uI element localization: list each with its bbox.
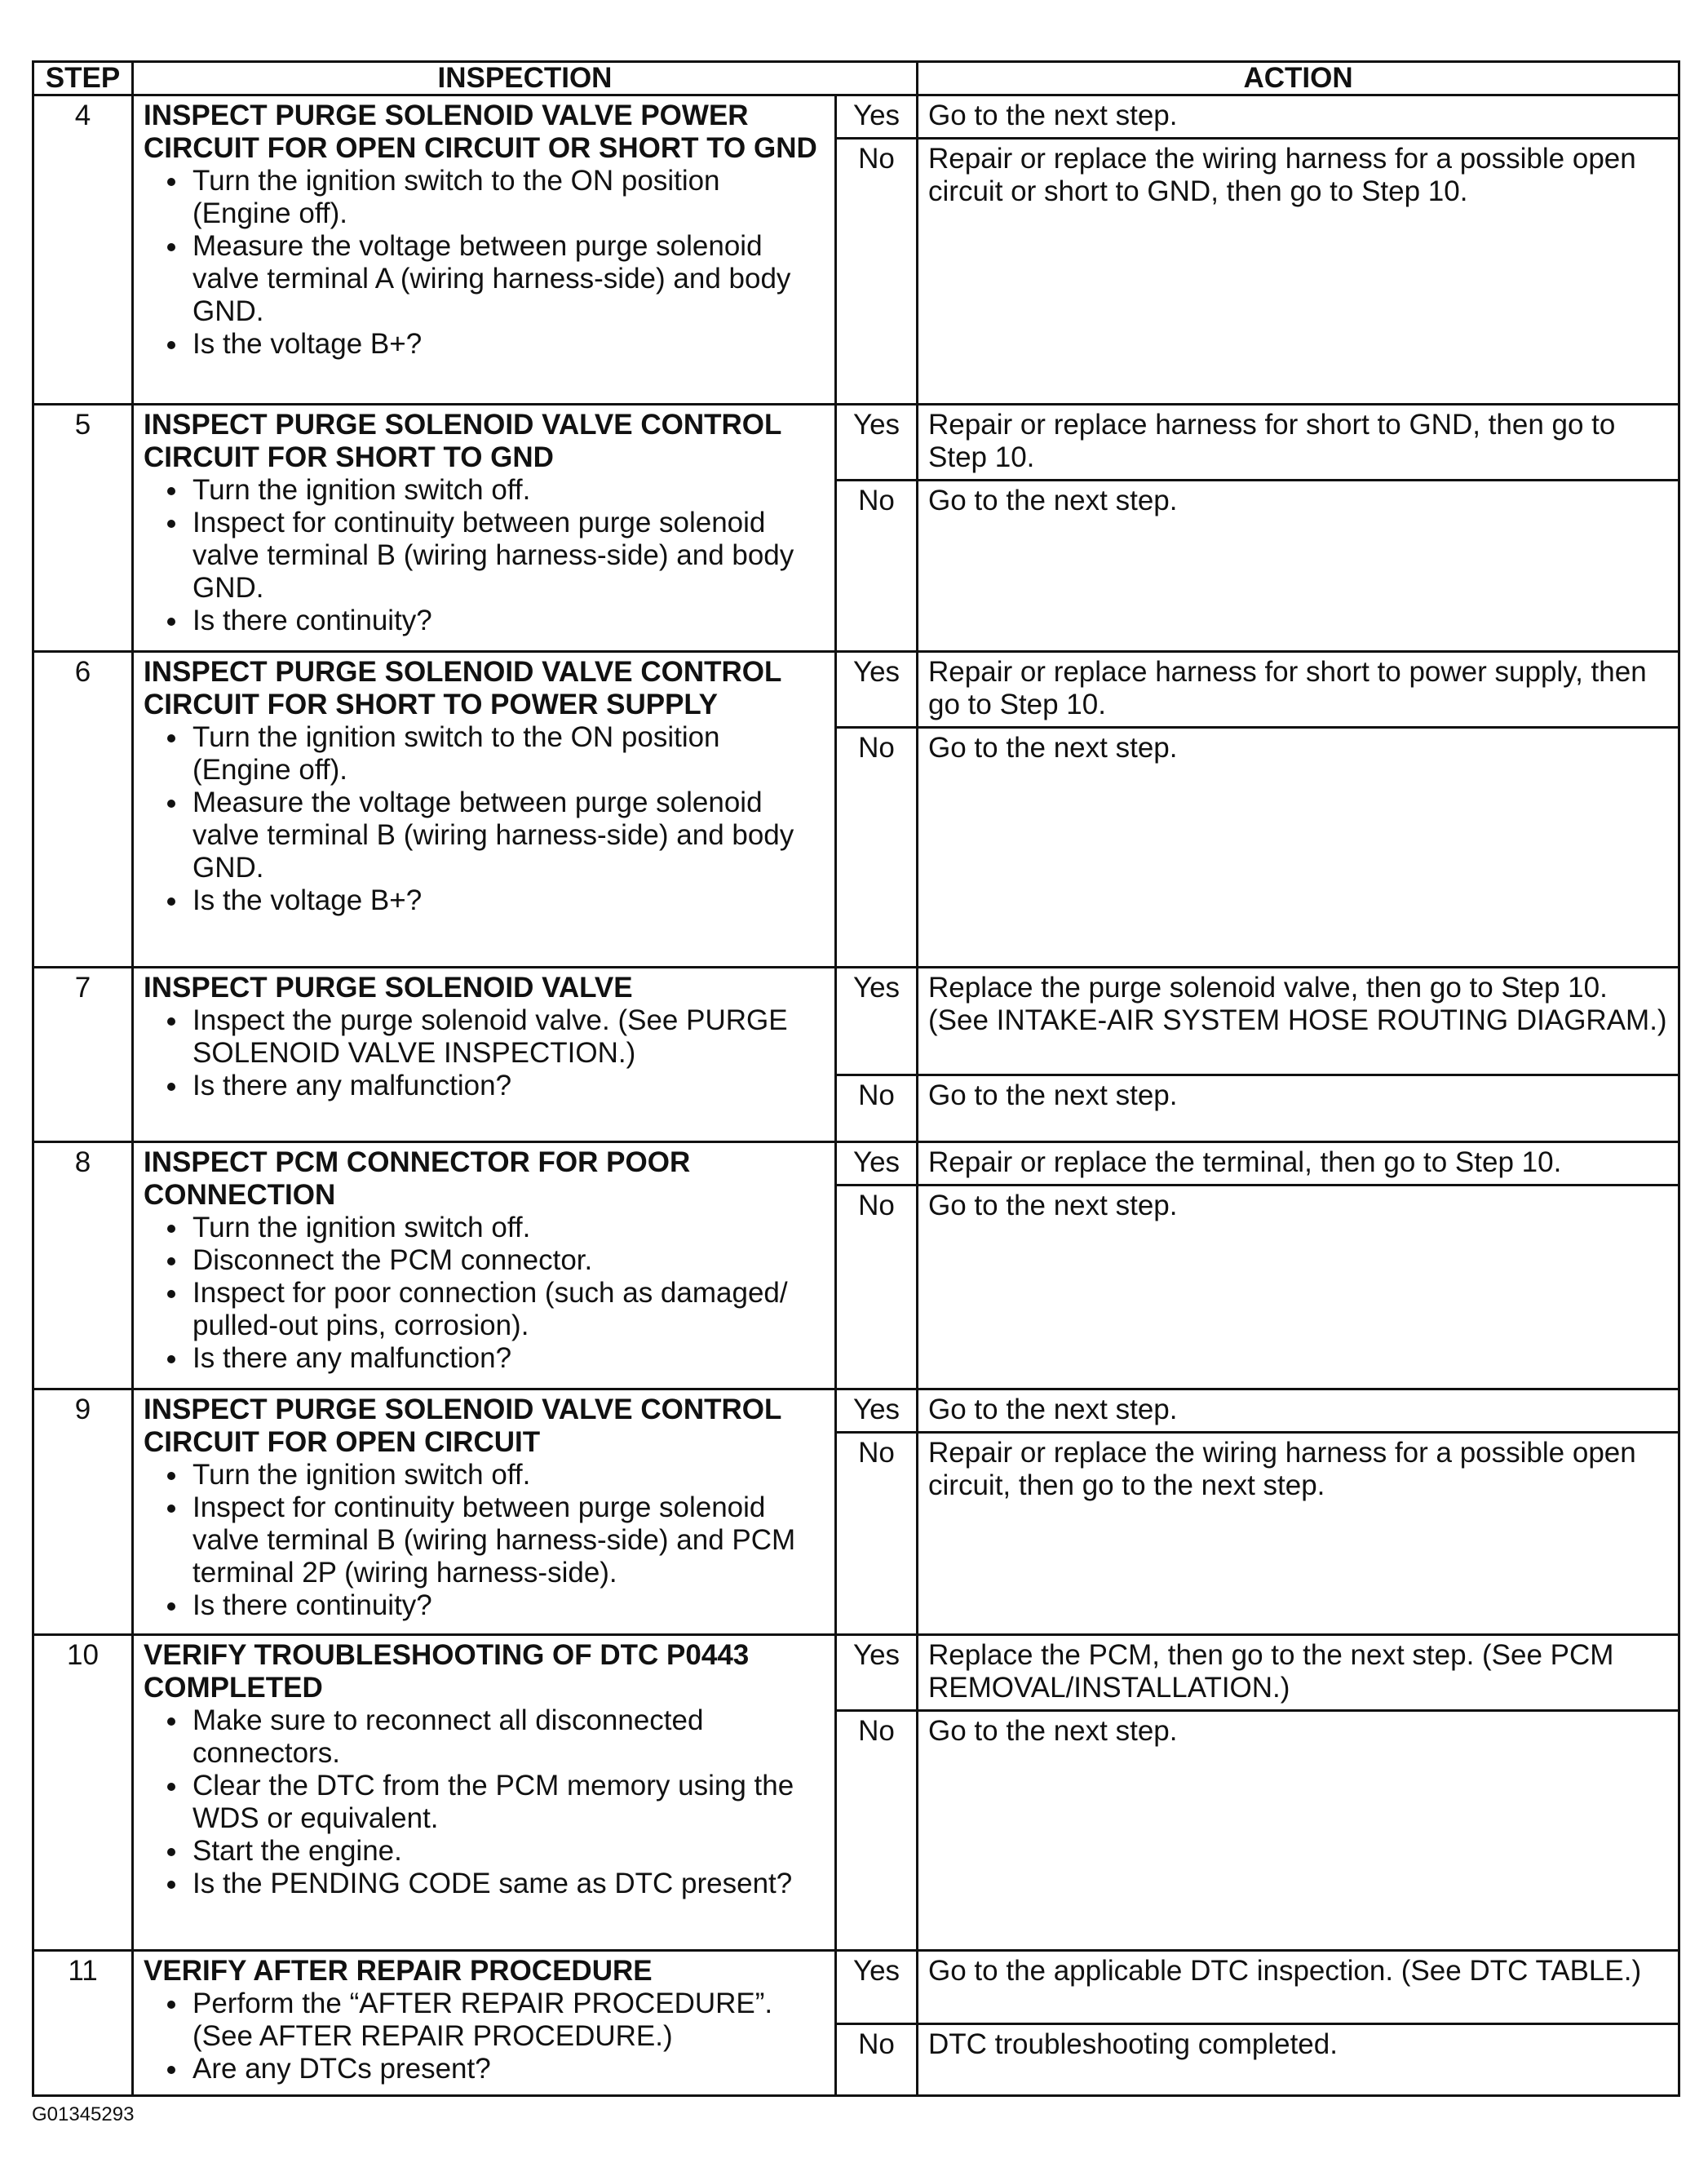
inspection-bullets [144, 165, 825, 361]
no-label: No [836, 139, 918, 405]
inspection-bullet: • Clear the DTC from the PCM memory using the WDS or equivalent. [189, 1770, 825, 1835]
inspection-title: VERIFY AFTER REPAIR PROCEDURE [144, 1955, 653, 1987]
no-action: Repair or replace the wiring harness for a possible open circuit, then go to the next step. [918, 1433, 1679, 1635]
step-number: 10 [33, 1635, 133, 1951]
no-action: Repair or replace the wiring harness for a possible open circuit or short to GND, then go to Step 10. [918, 139, 1679, 405]
step-number: 8 [33, 1142, 133, 1389]
inspection-bullet: • Start the engine. [189, 1835, 825, 1868]
inspection-bullets [144, 721, 825, 917]
inspection-bullet: • Is the PENDING CODE same as DTC present? [189, 1868, 825, 1900]
yes-action: Go to the next step. [918, 1389, 1679, 1433]
yes-label: Yes [836, 652, 918, 728]
table-row [33, 405, 1679, 481]
yes-label: Yes [836, 1142, 918, 1185]
inspection-cell [133, 1951, 836, 2096]
inspection-bullet: • Is there continuity? [189, 605, 825, 637]
inspection-bullets [144, 1704, 825, 1900]
table-row [33, 1389, 1679, 1433]
dtc-inspection-table [32, 60, 1680, 2097]
no-action: Go to the next step. [918, 1075, 1679, 1142]
inspection-bullet: • Is the voltage B+? [189, 884, 825, 917]
step-number: 6 [33, 652, 133, 968]
step-number: 4 [33, 95, 133, 405]
inspection-bullet: • Measure the voltage between purge solenoid valve terminal A (wiring harness-side) and body GND. [189, 230, 825, 328]
inspection-title: INSPECT PURGE SOLENOID VALVE [144, 972, 633, 1004]
inspection-title: INSPECT PURGE SOLENOID VALVE CONTROL CIRCUIT FOR SHORT TO POWER SUPPLY [144, 656, 781, 720]
step-number: 5 [33, 405, 133, 652]
inspection-cell [133, 1389, 836, 1635]
yes-label: Yes [836, 1951, 918, 2024]
inspection-bullet: • Inspect the purge solenoid valve. (See PURGE SOLENOID VALVE INSPECTION.) [189, 1004, 825, 1070]
table-header-row [33, 62, 1679, 95]
inspection-bullets [144, 474, 825, 637]
no-action: DTC troubleshooting completed. [918, 2024, 1679, 2096]
yes-action: Repair or replace harness for short to power supply, then go to Step 10. [918, 652, 1679, 728]
table-row [33, 968, 1679, 1075]
no-label: No [836, 728, 918, 968]
inspection-title: INSPECT PURGE SOLENOID VALVE CONTROL CIRCUIT FOR OPEN CIRCUIT [144, 1394, 781, 1458]
step-number: 7 [33, 968, 133, 1142]
inspection-bullet: • Turn the ignition switch to the ON position (Engine off). [189, 165, 825, 230]
inspection-cell [133, 968, 836, 1142]
inspection-bullet: • Measure the voltage between purge solenoid valve terminal B (wiring harness-side) and body GND. [189, 787, 825, 884]
inspection-bullets [144, 1212, 825, 1375]
yes-action: Go to the applicable DTC inspection. (See DTC TABLE.) [918, 1951, 1679, 2024]
inspection-bullets [144, 1988, 825, 2085]
table-row [33, 95, 1679, 139]
yes-action: Repair or replace the terminal, then go to Step 10. [918, 1142, 1679, 1185]
table-row [33, 1142, 1679, 1185]
no-label: No [836, 481, 918, 652]
no-action: Go to the next step. [918, 1185, 1679, 1389]
yes-action: Replace the PCM, then go to the next step. (See PCM REMOVAL/INSTALLATION.) [918, 1635, 1679, 1711]
yes-label: Yes [836, 95, 918, 139]
no-label: No [836, 1433, 918, 1635]
inspection-bullet: • Inspect for continuity between purge solenoid valve terminal B (wiring harness-side) and PCM terminal 2P (wiring harness-side). [189, 1491, 825, 1589]
inspection-bullet: • Is there any malfunction? [189, 1070, 825, 1102]
table-row [33, 1635, 1679, 1711]
inspection-bullet: • Perform the “AFTER REPAIR PROCEDURE”. (See AFTER REPAIR PROCEDURE.) [189, 1988, 825, 2053]
inspection-cell [133, 95, 836, 405]
inspection-bullet: • Disconnect the PCM connector. [189, 1244, 825, 1277]
inspection-bullet: • Is there any malfunction? [189, 1342, 825, 1375]
inspection-bullet: • Is the voltage B+? [189, 328, 825, 361]
inspection-bullet: • Is there continuity? [189, 1589, 825, 1622]
table-row [33, 1951, 1679, 2024]
header-inspection: INSPECTION [133, 62, 918, 95]
step-number: 9 [33, 1389, 133, 1635]
inspection-bullet: • Inspect for poor connection (such as damaged/ pulled-out pins, corrosion). [189, 1277, 825, 1342]
yes-label: Yes [836, 1389, 918, 1433]
inspection-bullet: • Inspect for continuity between purge solenoid valve terminal B (wiring harness-side) and body GND. [189, 507, 825, 605]
yes-action: Repair or replace harness for short to GND, then go to Step 10. [918, 405, 1679, 481]
inspection-cell [133, 1142, 836, 1389]
inspection-cell [133, 1635, 836, 1951]
inspection-cell [133, 652, 836, 968]
inspection-bullet: • Turn the ignition switch off. [189, 474, 825, 507]
inspection-bullet: • Turn the ignition switch off. [189, 1459, 825, 1491]
no-action: Go to the next step. [918, 728, 1679, 968]
inspection-bullet: • Turn the ignition switch to the ON position (Engine off). [189, 721, 825, 787]
inspection-bullet: • Are any DTCs present? [189, 2053, 825, 2085]
inspection-title: INSPECT PCM CONNECTOR FOR POOR CONNECTION [144, 1146, 691, 1211]
figure-code: G01345293 [32, 2103, 135, 2125]
no-action: Go to the next step. [918, 481, 1679, 652]
inspection-title: VERIFY TROUBLESHOOTING OF DTC P0443 COMPLETED [144, 1639, 750, 1704]
yes-action: Go to the next step. [918, 95, 1679, 139]
header-step: STEP [33, 62, 133, 95]
inspection-title: INSPECT PURGE SOLENOID VALVE CONTROL CIRCUIT FOR SHORT TO GND [144, 409, 781, 473]
inspection-bullets [144, 1459, 825, 1622]
inspection-cell [133, 405, 836, 652]
table-body [33, 95, 1679, 2096]
no-label: No [836, 1075, 918, 1142]
step-number: 11 [33, 1951, 133, 2096]
inspection-bullets [144, 1004, 825, 1102]
inspection-title: INSPECT PURGE SOLENOID VALVE POWER CIRCUIT FOR OPEN CIRCUIT OR SHORT TO GND [144, 100, 817, 164]
yes-action: Replace the purge solenoid valve, then go to Step 10. (See INTAKE-AIR SYSTEM HOSE ROUTING DIAGRAM.) [918, 968, 1679, 1075]
yes-label: Yes [836, 405, 918, 481]
yes-label: Yes [836, 1635, 918, 1711]
no-label: No [836, 1185, 918, 1389]
no-label: No [836, 2024, 918, 2096]
header-action: ACTION [918, 62, 1679, 95]
no-action: Go to the next step. [918, 1711, 1679, 1951]
yes-label: Yes [836, 968, 918, 1075]
no-label: No [836, 1711, 918, 1951]
inspection-bullet: • Turn the ignition switch off. [189, 1212, 825, 1244]
table-row [33, 652, 1679, 728]
inspection-bullet: • Make sure to reconnect all disconnected connectors. [189, 1704, 825, 1770]
